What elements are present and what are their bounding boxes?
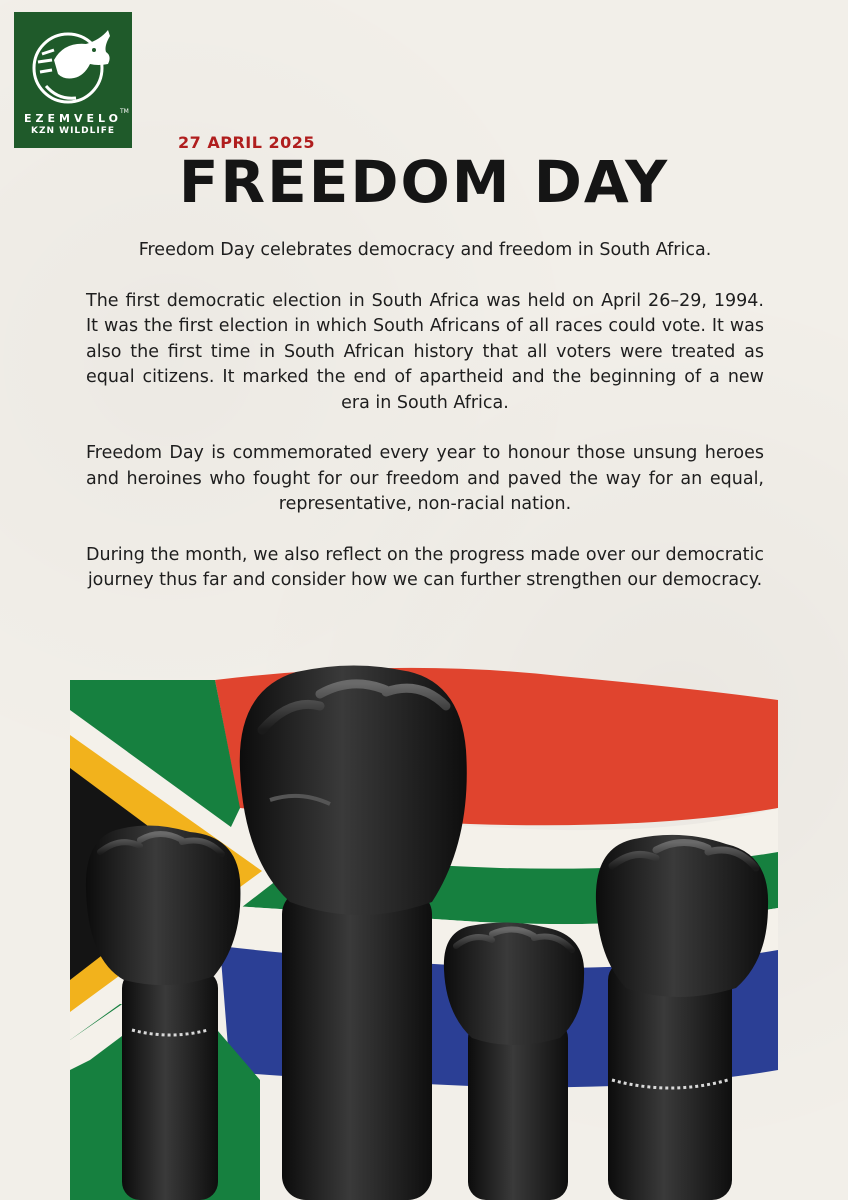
body-text: [86, 238, 764, 619]
paragraph-election: The first democratic election in South Africa was held on April 26–29, 1994. It was the first election in which South Africans of all races could vote. It was also the first time in South African history that all voters were treated as equal citizens. It marked the end of apartheid and the beginning of a new era in South Africa.: [86, 290, 764, 413]
fists-flag-illustration: [0, 640, 848, 1200]
rhino-emblem-icon: [24, 20, 122, 110]
page-title: FREEDOM DAY: [178, 148, 670, 216]
paragraph-commemoration: Freedom Day is commemorated every year to honour those unsung heroes and heroines who fought for our freedom and paved the way for an equal, representative, non-racial nation.: [86, 443, 764, 514]
event-date: 27 APRIL 2025: [178, 133, 316, 152]
ezemvelo-logo: [14, 12, 132, 148]
logo-wordmark: EZEMVELO: [24, 112, 122, 125]
logo-subtitle: KZN WILDLIFE: [30, 126, 116, 136]
paragraph-reflection: During the month, we also reflect on the progress made over our democratic journey thus far and consider how we can further strengthen our democracy.: [86, 544, 764, 590]
paragraph-intro: Freedom Day celebrates democracy and freedom in South Africa.: [138, 240, 712, 260]
logo-trademark: TM: [120, 108, 129, 115]
